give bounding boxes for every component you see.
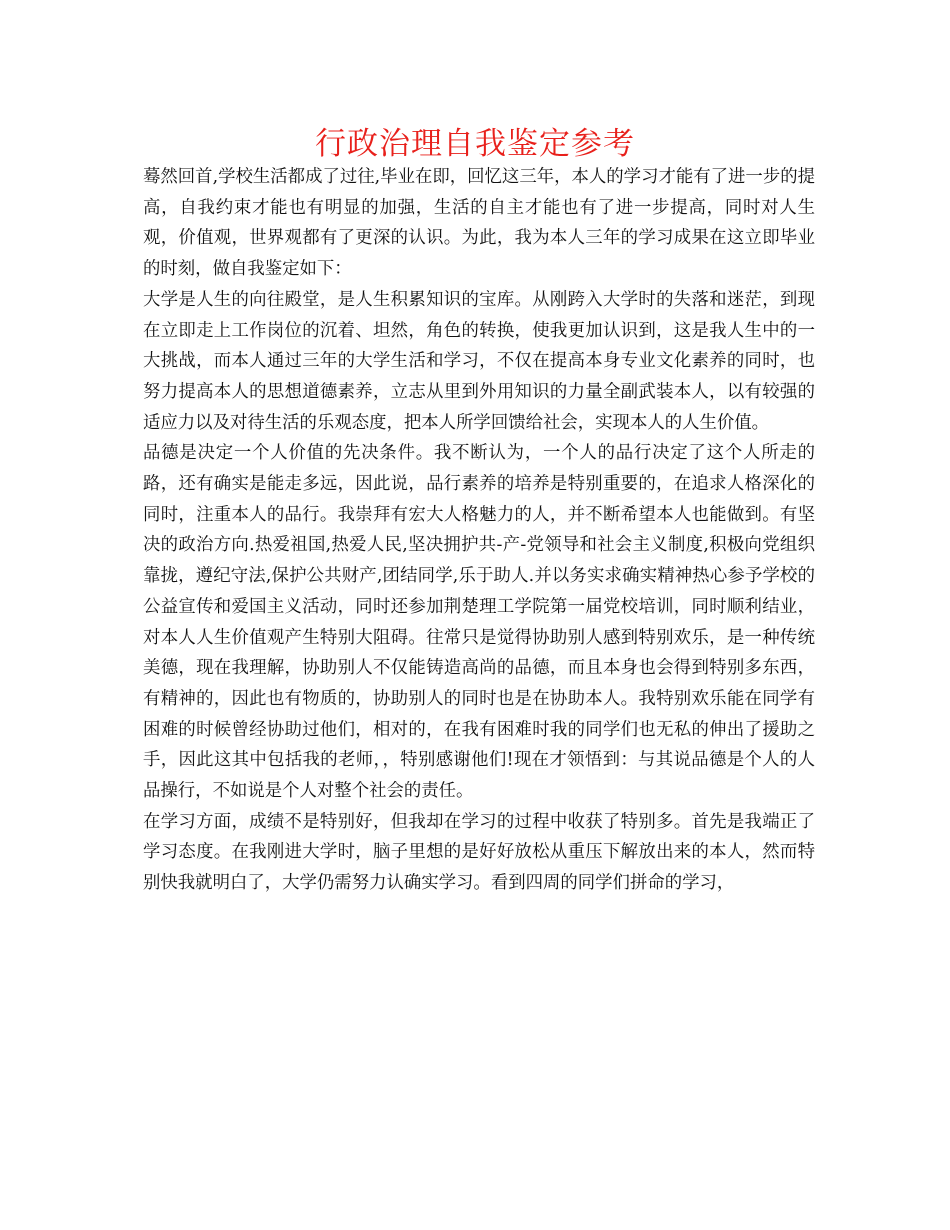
paragraph-morality: 品德是决定一个人价值的先决条件。我不断认为，一个人的品行决定了这个人所走的路，还有确实是能走多远，因此说，品行素养的培养是特别重要的，在追求人格深化的同时，注重本人的品行。我崇拜有宏大人格魅力的人，并不断希望本人也能做到。有坚决的政治方向.热爱祖国,热爱人民,坚决拥护共-产-党领导和社会主义制度,积极向党组织靠拢，遵纪守法,保护公共财产,团结同学,乐于助人.并以务实求确实精神热心参予学校的公益宣传和爱国主义活动，同时还参加荆楚理工学院第一届党校培训，同时顺利结业，对本人人生价值观产生特别大阻碍。往常只是觉得协助别人感到特别欢乐，是一种传统美德，现在我理解，协助别人不仅能铸造高尚的品德，而且本身也会得到特别多东西，有精神的，因此也有物质的，协助别人的同时也是在协助本人。我特别欢乐能在同学有困难的时候曾经协助过他们，相对的，在我有困难时我的同学们也无私的伸出了援助之手，因此这其中包括我的老师，，特别感谢他们!现在才领悟到：与其说品德是个人的人品操行，不如说是个人对整个社会的责任。 <box>143 443 815 802</box>
document-title: 行政治理自我鉴定参考 <box>315 126 635 162</box>
paragraph-university: 大学是人生的向往殿堂，是人生积累知识的宝库。从刚跨入大学时的失落和迷茫，到现在立即走上工作岗位的沉着、坦然，角色的转换，使我更加认识到，这是我人生中的一大挑战，而本人通过三年的大学生活和学习，不仅在提高本身专业文化素养的同时，也努力提高本人的思想道德素养，立志从里到外用知识的力量全副武装本人，以有较强的适应力以及对待生活的乐观态度，把本人所学回馈给社会，实现本人的人生价值。 <box>143 289 815 433</box>
document-body <box>143 162 815 899</box>
paragraph-intro: 蓦然回首,学校生活都成了过往,毕业在即，回忆这三年，本人的学习才能有了进一步的提高，自我约束才能也有明显的加强，生活的自主才能也有了进一步提高，同时对人生观，价值观，世界观都有了更深的认识。为此，我为本人三年的学习成果在这立即毕业的时刻，做自我鉴定如下： <box>143 167 815 280</box>
paragraph-study: 在学习方面，成绩不是特别好，但我却在学习的过程中收获了特别多。首先是我端正了学习态度。在我刚进大学时，脑子里想的是好好放松从重压下解放出来的本人，然而特别快我就明白了，大学仍需努力认确实学习。看到四周的同学们拼命的学习， <box>143 811 815 894</box>
